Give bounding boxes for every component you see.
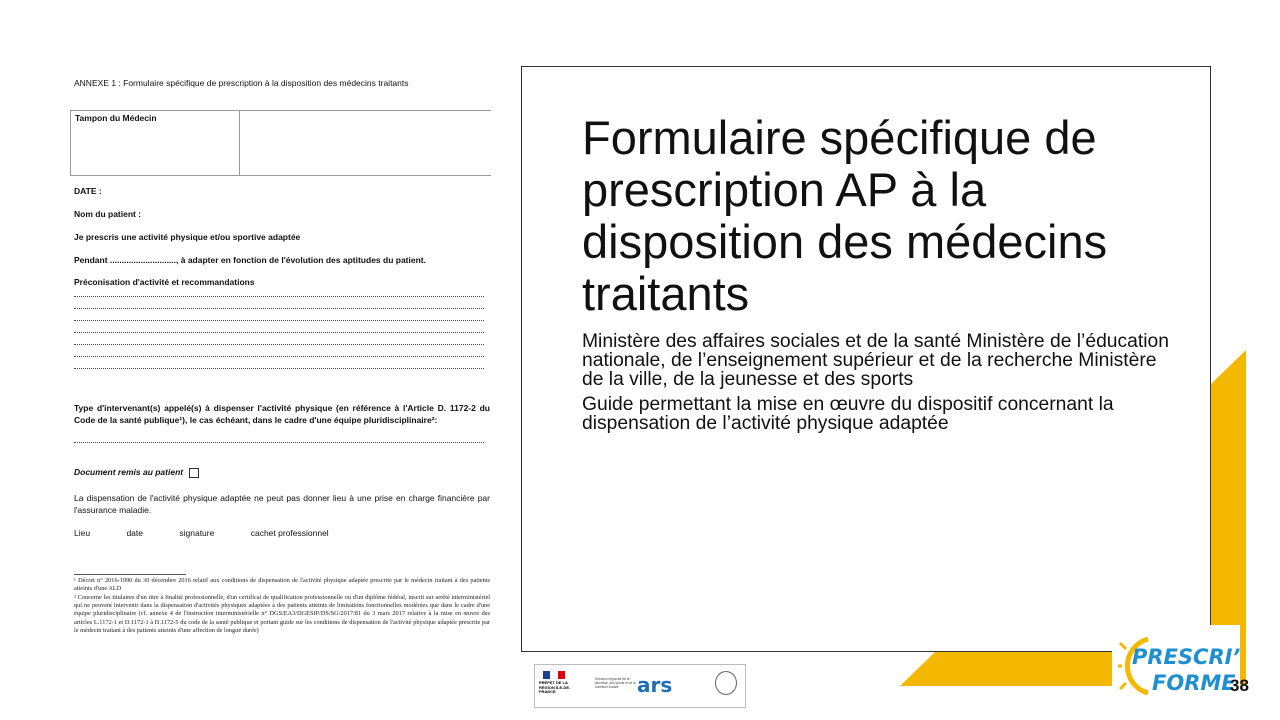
blank-line: [74, 442, 484, 443]
slide-title: Formulaire spécifique de prescription AP à la disposition des médecins traitants: [582, 111, 1108, 320]
signature-row: [74, 528, 363, 538]
blank-line: [74, 296, 484, 297]
prescriforme-logo: [1112, 625, 1240, 715]
blank-line: [74, 368, 484, 369]
prescription-form-scan: [68, 70, 492, 662]
page-number: 38: [1230, 676, 1249, 695]
stamp-box-divider: [239, 111, 240, 175]
footnote-separator: [74, 574, 186, 575]
document-given-checkbox: [189, 468, 199, 478]
date-label: DATE :: [74, 186, 102, 196]
french-flag-icon: [543, 671, 565, 679]
ars-logo: ars: [637, 673, 673, 697]
document-given-label: Document remis au patient: [74, 467, 184, 477]
recommendation-label: Préconisation d'activité et recommandations: [74, 277, 255, 287]
date-field-label: date: [126, 528, 143, 538]
blank-line: [74, 320, 484, 321]
partner-logos: [534, 664, 746, 708]
prescriforme-line2: FORME: [1152, 671, 1236, 695]
footnote-2: ² Concerne les titulaires d'un titre à finalité professionnelle, d'un certificat de qualification professionnelle ou d'un diplôme fédéral, inscrit sur arrêté interministériel qui ne peuvent intervenir dans la dispensation d'activités physiques adaptées à des patients atteints de limitations fonctionnelles modérées que dans le cadre d'une équipe pluridisciplinaire (cf. annexe 4 de l'instruction interministérielle n° DGS/EA3/DGESIP/DS/SG/2017/81 du 3 mars 2017 relative à la mise en œuvre des articles L.1172-1 et D.1172-1 à D.1172-5 du code de la santé publique et portant guide sur les conditions de dispensation de l'activité physique adaptée prescrite par le médecin traitant à des patients atteints d'une affection de longue durée): [74, 594, 490, 634]
seal-logo-icon: [715, 671, 737, 695]
patient-name-label: Nom du patient :: [74, 209, 142, 219]
annex-title: ANNEXE 1 : Formulaire spécifique de prescription à la disposition des médecins traitants: [74, 78, 409, 88]
duration-line: Pendant ............................, à adapter en fonction de l'évolution des aptitudes du patient.: [74, 255, 426, 265]
blank-line: [74, 332, 484, 333]
source-ministries: Ministère des affaires sociales et de la santé Ministère de l’éducation nationale, de l’enseignement supérieur et de la recherche Ministère de la ville, de la jeunesse et des sports: [582, 331, 1169, 390]
footnote-1: ¹ Décret n° 2016-1990 du 30 décembre 2016 relatif aux conditions de dispensation de l'activité physique adaptée prescrite par le médecin traitant à des patients atteints d'une ALD: [74, 577, 490, 593]
document-given-row: [74, 467, 199, 478]
prefet-logo-text: PRÉFET DE LA RÉGION ÎLE-DE-FRANCE: [539, 680, 571, 695]
prescription-statement: Je prescris une activité physique et/ou sportive adaptée: [74, 232, 301, 242]
stamp-label: Tampon du Médecin: [75, 113, 157, 123]
blank-line: [74, 344, 484, 345]
signature-field-label: signature: [179, 528, 215, 538]
dispensation-notice: La dispensation de l'activité physique adaptée ne peut pas donner lieu à une prise en charge financière par l'assurance maladie.: [74, 493, 490, 515]
prescriforme-line1: PRESCRI’: [1132, 645, 1241, 669]
blank-line: [74, 308, 484, 309]
blank-line: [74, 356, 484, 357]
slide-body: [582, 332, 1182, 439]
place-field-label: Lieu: [74, 528, 91, 538]
professional-stamp-label: cachet professionnel: [250, 528, 329, 538]
intervenant-type-text: Type d'intervenant(s) appelé(s) à dispenser l'activité physique (en référence à l'Article D. 1172-2 du Code de la santé publique¹), le cas échéant, dans le cadre d'une équipe pluridisciplinaire²:: [74, 403, 490, 425]
drjscs-logo-text: Direction régionale de la jeunesse, des sports et de la cohésion sociale: [595, 677, 636, 689]
guide-description: Guide permettant la mise en œuvre du dispositif concernant la dispensation de l’activité physique adaptée: [582, 394, 1114, 434]
doctor-stamp-box: [70, 110, 491, 176]
